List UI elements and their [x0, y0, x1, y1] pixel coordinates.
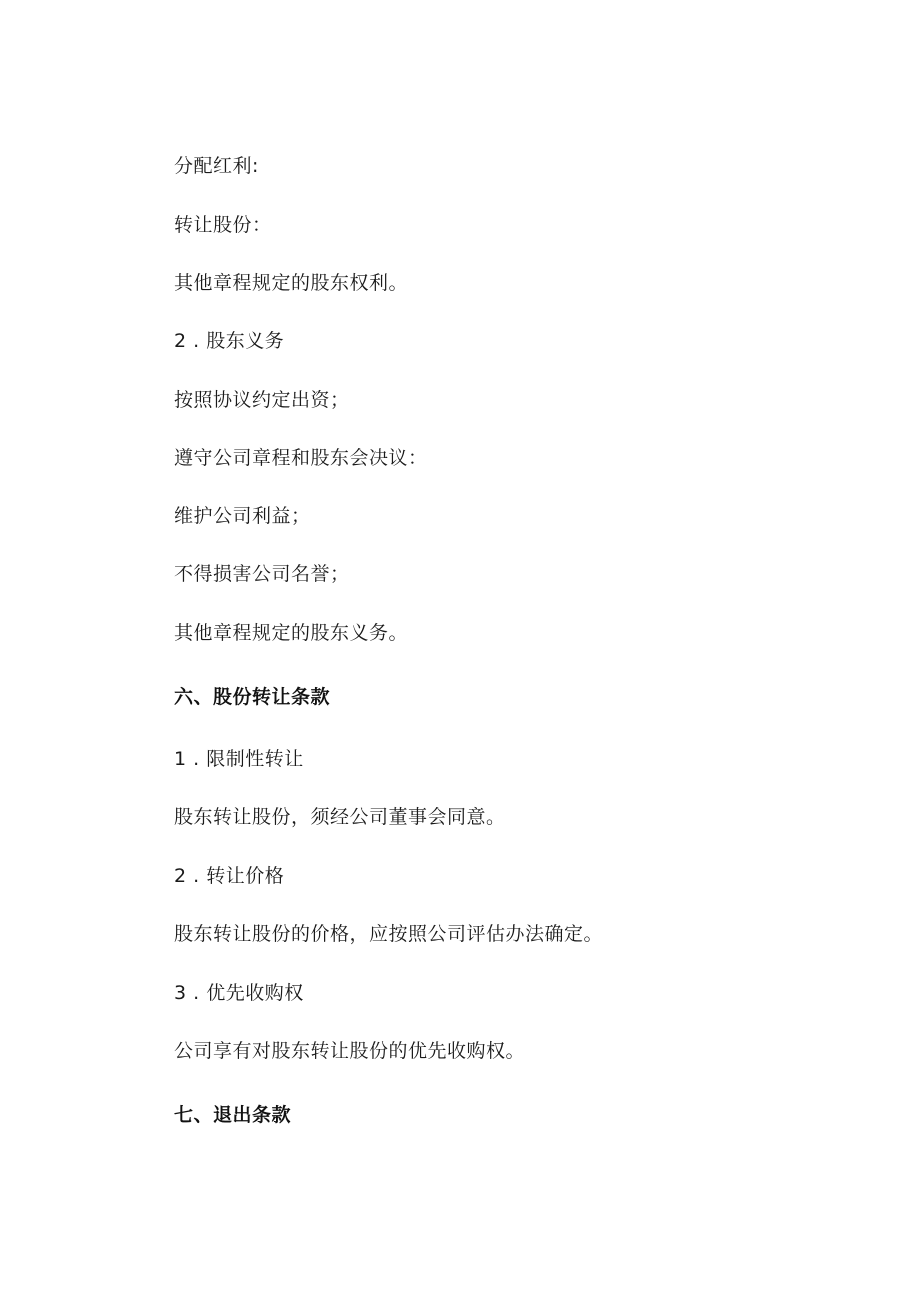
chapter-exit-heading: 七、退出条款 — [174, 1104, 292, 1126]
obligation-item-comply-articles: 遵守公司章程和股东会决议： — [174, 447, 428, 469]
rights-item-transfer-shares: 转让股份： — [174, 214, 272, 236]
clause-preemptive-right-text: 公司享有对股东转让股份的优先收购权。 — [174, 1040, 526, 1062]
obligation-item-protect-interests: 维护公司利益； — [174, 505, 311, 527]
section-shareholder-obligations-heading: 2 . 股东义务 — [174, 330, 285, 352]
clause-transfer-price-heading: 2 . 转让价格 — [174, 865, 285, 887]
clause-restricted-transfer-heading: 1 . 限制性转让 — [174, 748, 304, 770]
obligation-item-other-obligations: 其他章程规定的股东义务。 — [174, 622, 409, 644]
chapter-share-transfer-heading: 六、股份转让条款 — [174, 686, 331, 708]
clause-transfer-price-text: 股东转让股份的价格，应按照公司评估办法确定。 — [174, 923, 604, 945]
clause-preemptive-right-heading: 3 . 优先收购权 — [174, 982, 304, 1004]
rights-item-other-rights: 其他章程规定的股东权利。 — [174, 272, 409, 294]
rights-item-dividends: 分配红利: — [174, 155, 259, 177]
obligation-item-capital-contribution: 按照协议约定出资； — [174, 389, 350, 411]
clause-restricted-transfer-text: 股东转让股份，须经公司董事会同意。 — [174, 806, 506, 828]
obligation-item-no-reputation-damage: 不得损害公司名誉； — [174, 563, 350, 585]
